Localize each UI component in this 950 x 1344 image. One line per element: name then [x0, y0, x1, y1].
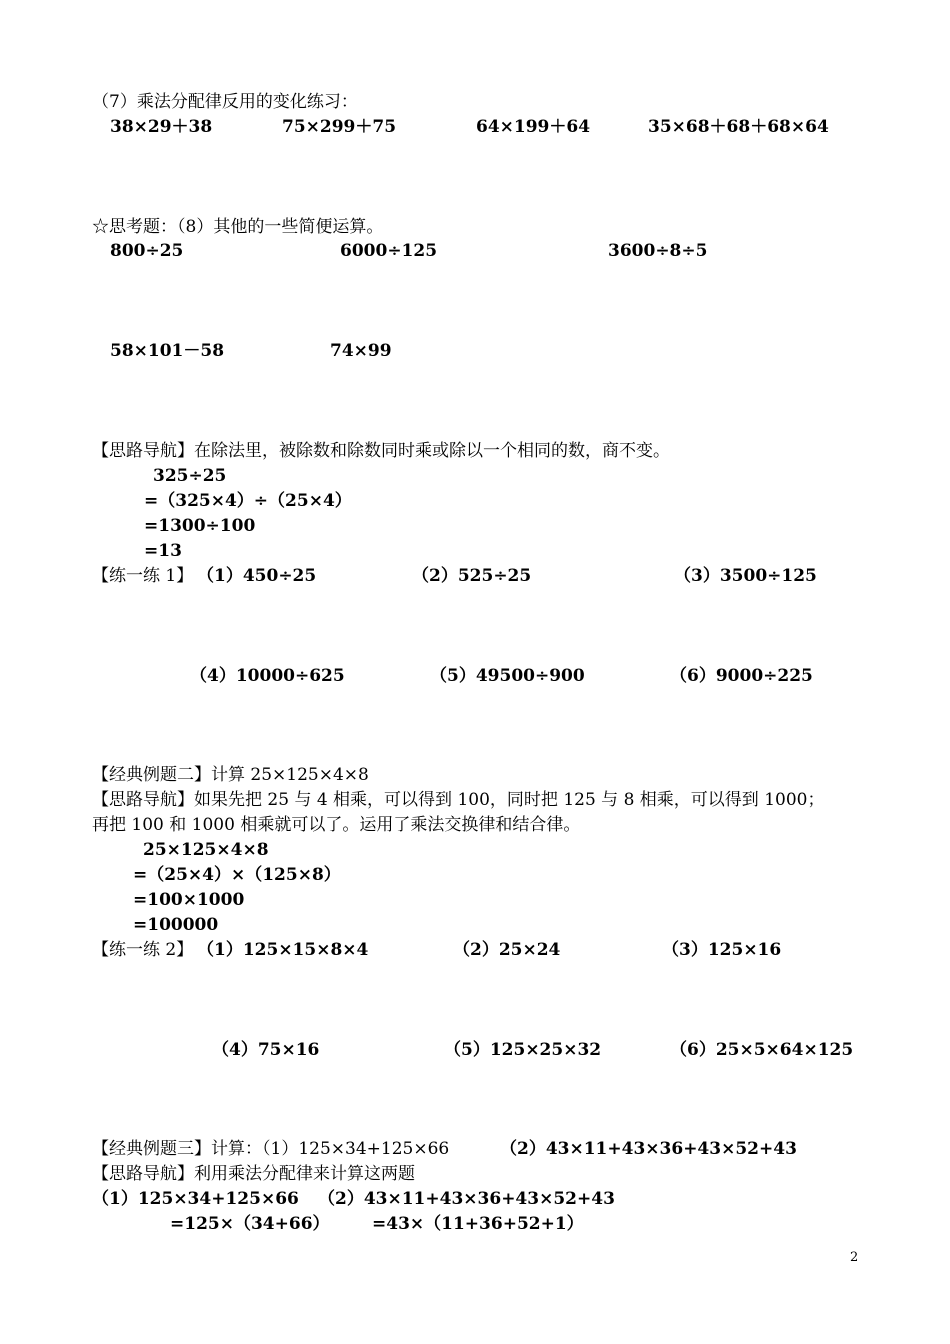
- practice-1-problem-5: （5）49500÷900: [430, 666, 585, 686]
- example-3-solution-2-expr: （2）43×11+43×36+43×52+43: [318, 1189, 615, 1209]
- problem-7-2: 75×299＋75: [282, 117, 397, 137]
- example-3-solution-2-step: =43×（11+36+52+1）: [372, 1214, 584, 1234]
- practice-1-problem-2: （2）525÷25: [412, 566, 532, 586]
- practice-2-problem-6: （6）25×5×64×125: [670, 1040, 854, 1060]
- thinking-heading: ☆思考题：（8）其他的一些简便运算。: [92, 217, 384, 237]
- thinking-problem-4: 58×101－58: [110, 341, 225, 361]
- thinking-problem-1: 800÷25: [110, 241, 184, 261]
- thinking-problem-5: 74×99: [330, 341, 392, 361]
- practice-1-problem-6: （6）9000÷225: [670, 666, 813, 686]
- problem-7-1: 38×29＋38: [110, 117, 213, 137]
- problem-7-4: 35×68＋68＋68×64: [648, 117, 829, 137]
- practice-2-problem-4: （4）75×16: [212, 1040, 320, 1060]
- practice-1-label: 【练一练 1】: [92, 566, 194, 586]
- example-2-step-1: 25×125×4×8: [143, 840, 269, 860]
- example-2-guide-line-1: 【思路导航】如果先把 25 与 4 相乘，可以得到 100，同时把 125 与 8 相乘，可以得到 1000；: [92, 790, 825, 810]
- section-7-heading: （7）乘法分配律反用的变化练习：: [92, 92, 358, 112]
- practice-2-problem-2: （2）25×24: [453, 940, 561, 960]
- thinking-problem-3: 3600÷8÷5: [608, 241, 708, 261]
- example-2-step-4: =100000: [133, 915, 219, 935]
- example-2-step-2: =（25×4）×（125×8）: [133, 865, 341, 885]
- example-2-step-3: =100×1000: [133, 890, 245, 910]
- example-3-guide: 【思路导航】利用乘法分配律来计算这两题: [92, 1164, 415, 1184]
- example-2-guide-line-2: 再把 100 和 1000 相乘就可以了。运用了乘法交换律和结合律。: [92, 815, 581, 835]
- guide-1-step-3: =1300÷100: [144, 516, 256, 536]
- problem-7-3: 64×199＋64: [476, 117, 591, 137]
- example-3-title: 【经典例题三】计算：（1）125×34+125×66: [92, 1139, 450, 1159]
- guide-1-step-2: =（325×4）÷（25×4）: [144, 491, 352, 511]
- practice-1-problem-4: （4）10000÷625: [190, 666, 345, 686]
- thinking-problem-2: 6000÷125: [340, 241, 438, 261]
- practice-1-problem-1: （1）450÷25: [197, 566, 317, 586]
- practice-2-problem-1: （1）125×15×8×4: [197, 940, 369, 960]
- guide-1-step-1: 325÷25: [153, 466, 227, 486]
- practice-2-problem-5: （5）125×25×32: [444, 1040, 602, 1060]
- example-3-title-part-2: （2）43×11+43×36+43×52+43: [500, 1139, 797, 1159]
- practice-1-problem-3: （3）3500÷125: [674, 566, 817, 586]
- guide-1-step-4: =13: [144, 541, 182, 561]
- practice-2-label: 【练一练 2】: [92, 940, 194, 960]
- example-2-title: 【经典例题二】计算 25×125×4×8: [92, 765, 369, 785]
- example-3-solution-1-step: =125×（34+66）: [170, 1214, 330, 1234]
- guide-1-text: 【思路导航】在除法里，被除数和除数同时乘或除以一个相同的数，商不变。: [92, 441, 670, 461]
- page-number: 2: [850, 1250, 859, 1265]
- practice-2-problem-3: （3）125×16: [662, 940, 782, 960]
- example-3-solution-1-expr: （1）125×34+125×66: [92, 1189, 299, 1209]
